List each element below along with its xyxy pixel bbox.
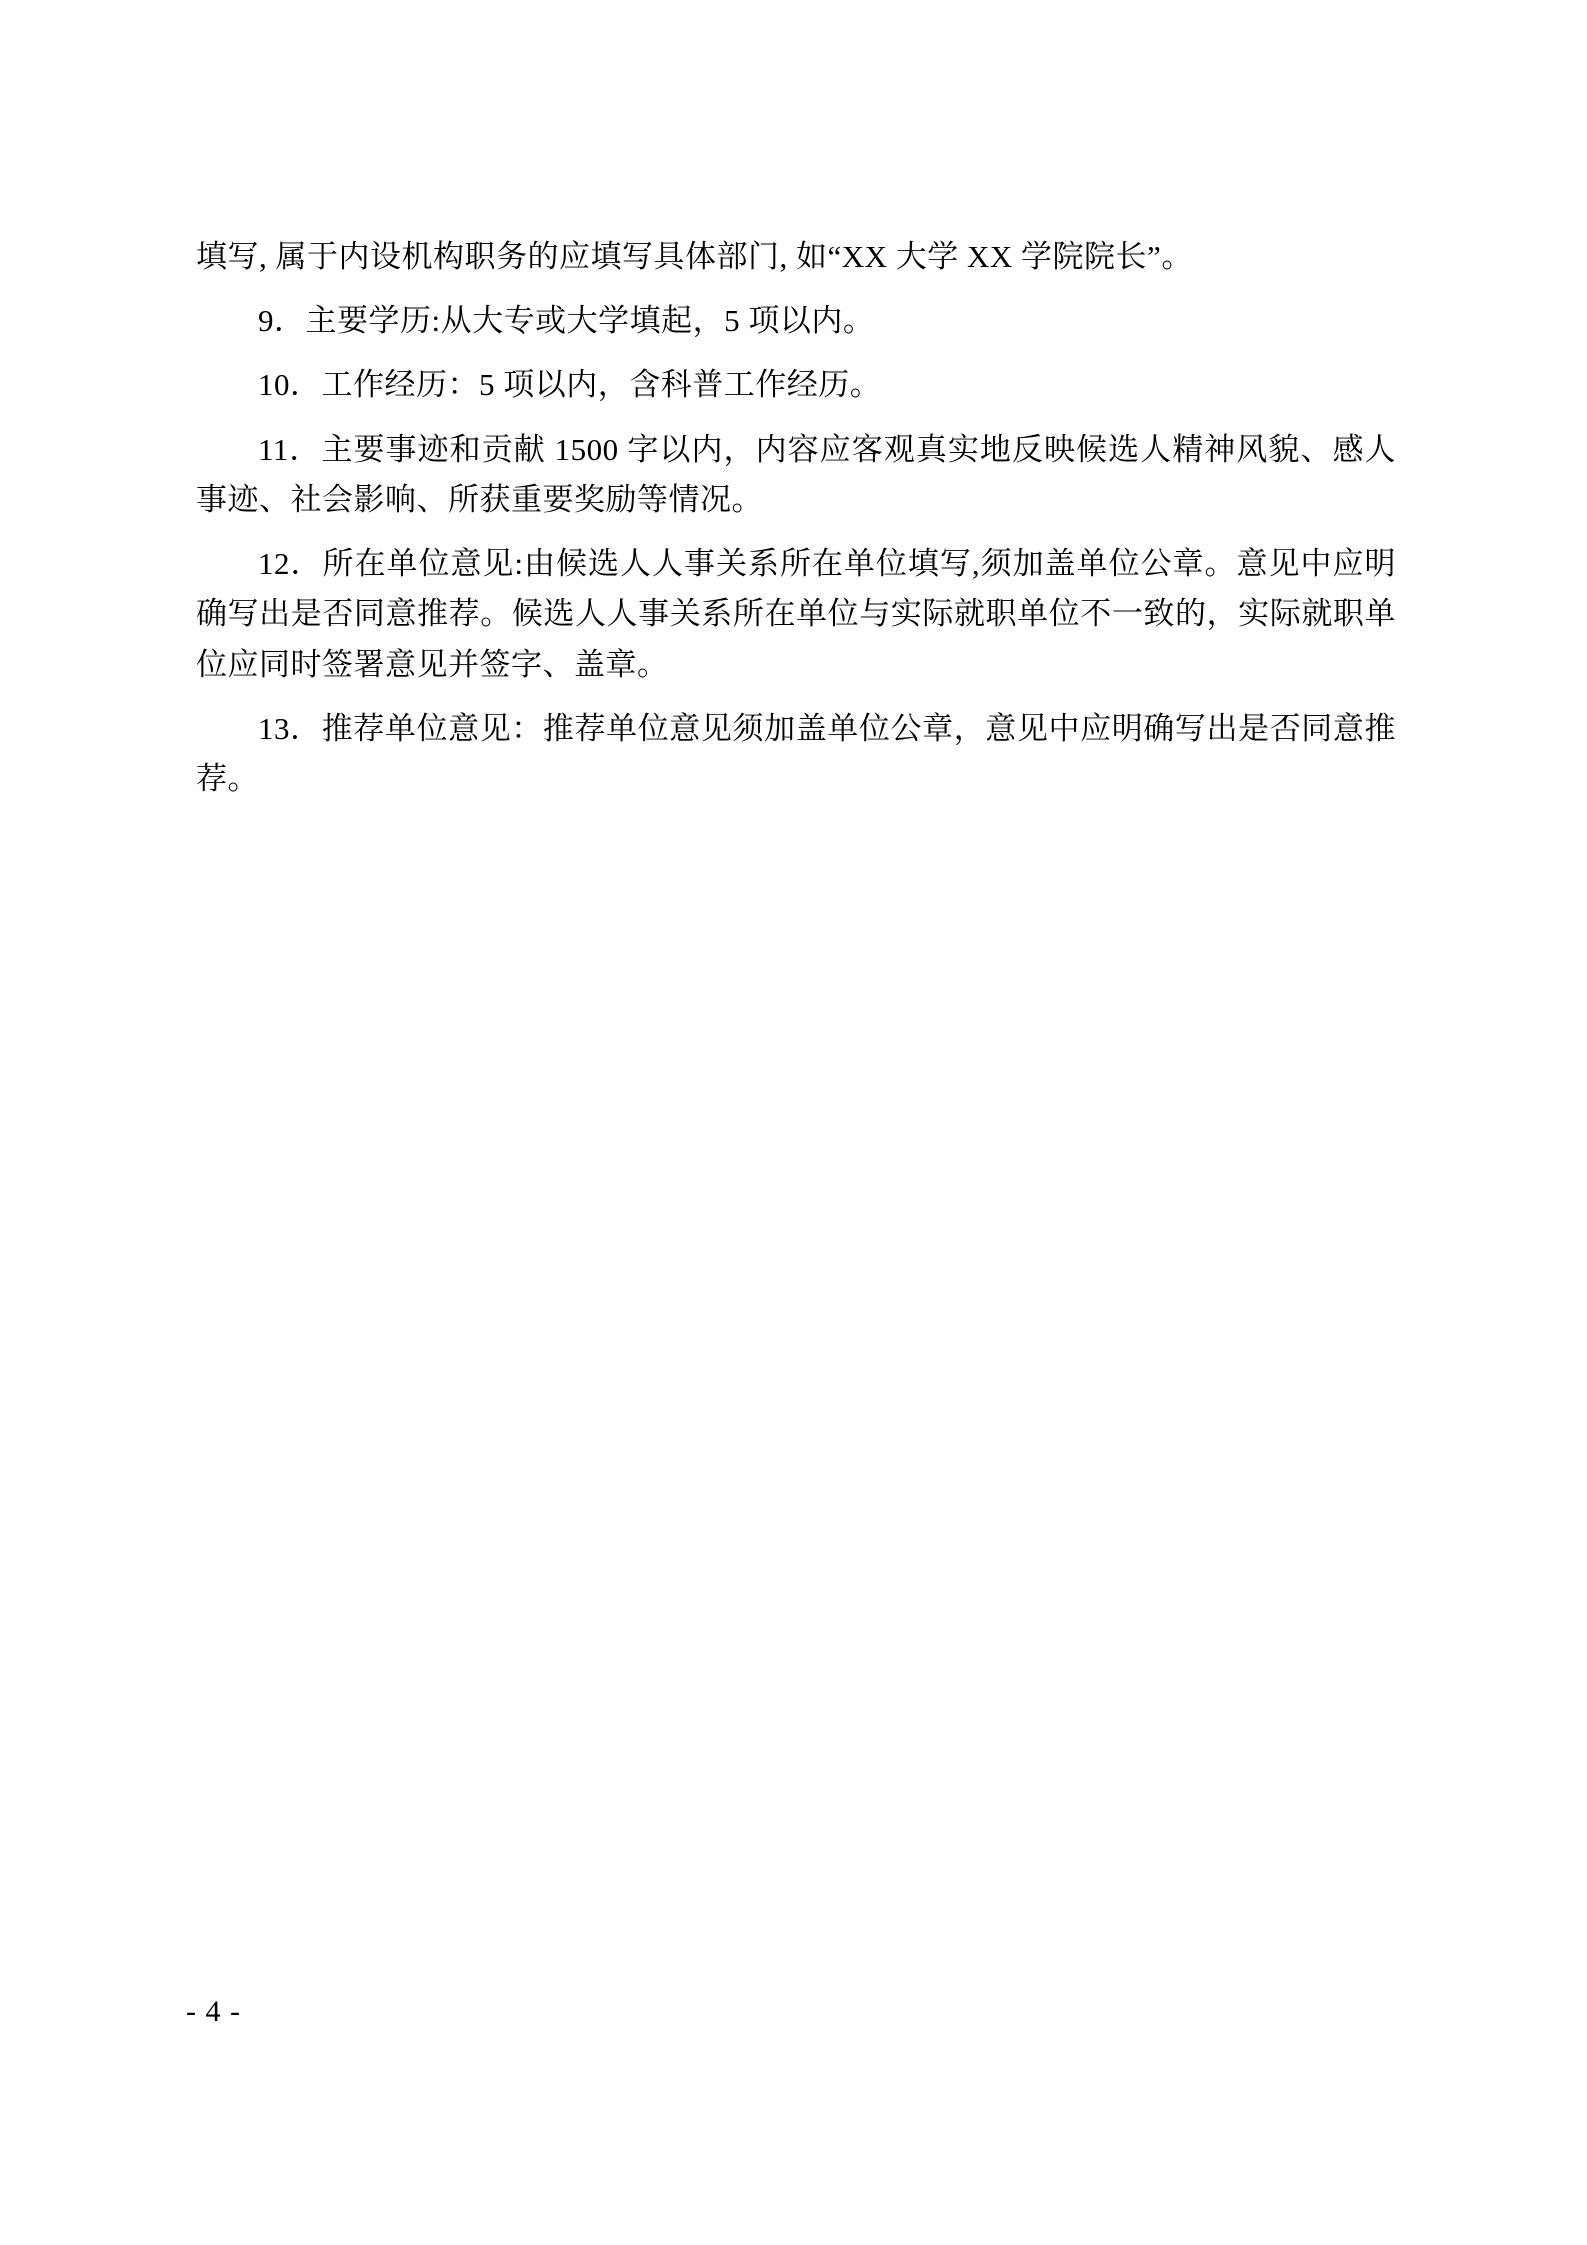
- paragraph-item-11: 11．主要事迹和贡献 1500 字以内，内容应客观真实地反映候选人精神风貌、感人事迹、社会影响、所获重要奖励等情况。: [196, 431, 1396, 517]
- paragraph-item-10: 10．工作经历：5 项以内，含科普工作经历。: [258, 367, 882, 403]
- paragraph-continuation: 填写, 属于内设机构职务的应填写具体部门, 如“XX 大学 XX 学院院长”。: [196, 239, 1193, 274]
- page-number: - 4 -: [186, 1995, 241, 2028]
- document-body: [196, 232, 1396, 818]
- paragraph-item-13: 13．推荐单位意见：推荐单位意见须加盖单位公章，意见中应明确写出是否同意推荐。: [196, 710, 1396, 796]
- paragraph-item-12: 12．所在单位意见:由候选人人事关系所在单位填写,须加盖单位公章。意见中应明确写出是否同意推荐。候选人人事关系所在单位与实际就职单位不一致的，实际就职单位应同时签署意见并签字、盖章。: [196, 546, 1396, 682]
- paragraph-item-9: 9．主要学历:从大专或大学填起，5 项以内。: [258, 303, 875, 339]
